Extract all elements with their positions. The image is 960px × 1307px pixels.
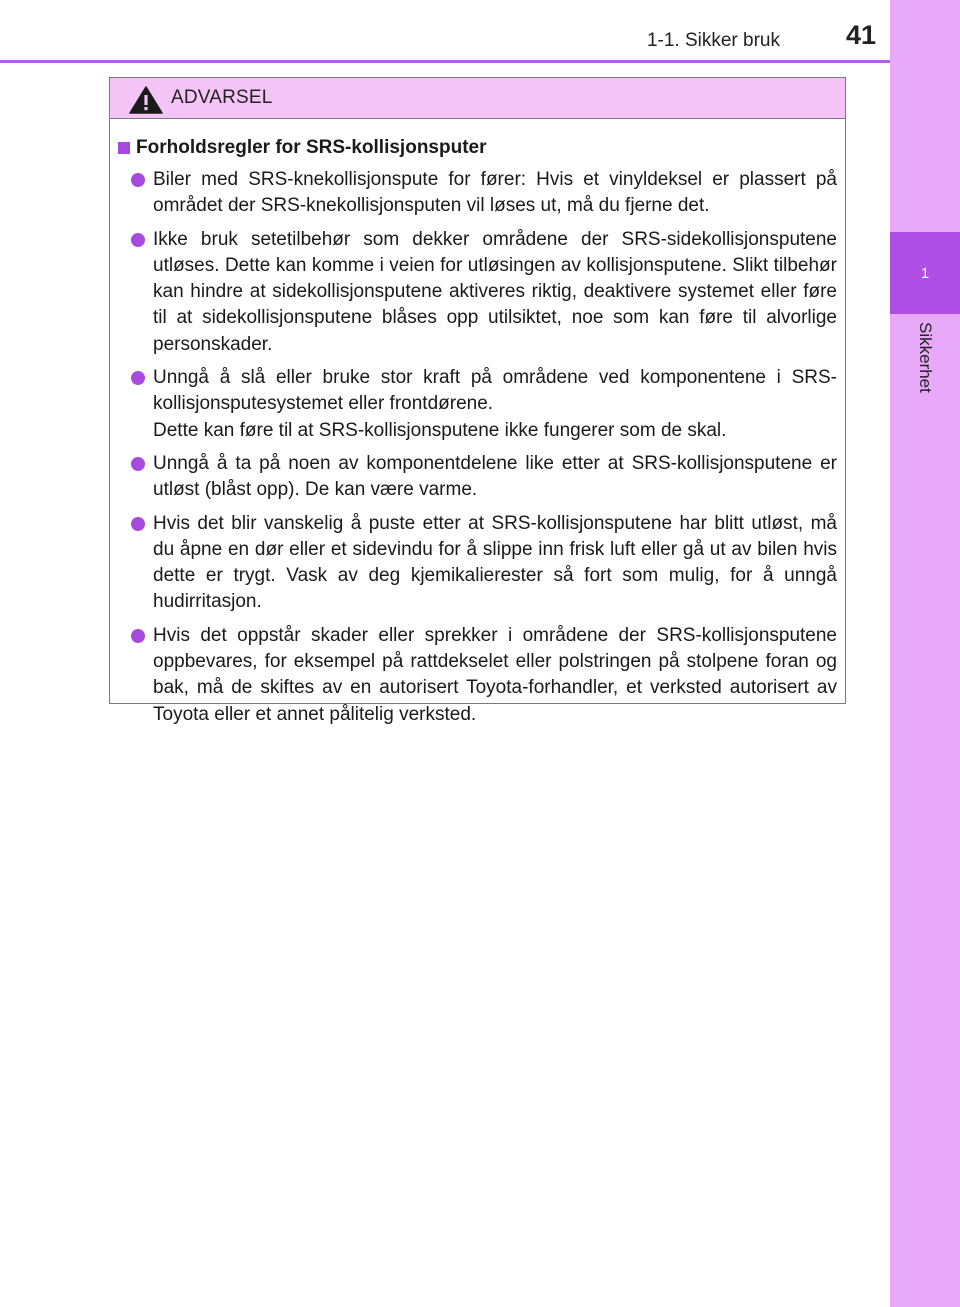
list-item-text-continued: Dette kan føre til at SRS-kollisjonsputene ikke fungerer som de skal.: [153, 419, 727, 441]
warning-box: [109, 77, 846, 725]
chapter-number: 1: [920, 264, 930, 282]
round-bullet-icon: [131, 517, 145, 531]
list-item-text: Biler med SRS-knekollisjonspute for fører: Hvis et vinyldeksel er plassert på området der SRS-knekollisjonsputen vil løses ut, må du fjerne det.: [153, 169, 837, 217]
round-bullet-icon: [131, 233, 145, 247]
page-number: 41: [845, 20, 876, 50]
list-item: [118, 227, 837, 358]
chapter-tab[interactable]: [890, 232, 960, 314]
list-item-text: Unngå å ta på noen av komponentdelene like etter at SRS-kollisjonsputene er utløst (blåst opp). De kan være varme.: [153, 452, 837, 501]
chapter-sidebar: [890, 0, 960, 1307]
list-item: [118, 451, 837, 504]
section-title: 1-1. Sikker bruk: [646, 30, 780, 51]
list-item-text: Ikke bruk setetilbehør som dekker områdene der SRS-sidekollisjonsputene utløses. Dette kan komme i veien for utløsingen av kollisjonsputene. Slikt tilbehør kan hindre at sidekollisjonsputene aktiveres riktig, deaktivere systemet eller føre til at sidekollisjonsputene blåses opp utilsiktet, noe som kan føre til alvorlige personskader.: [153, 228, 837, 355]
header-rule: [0, 60, 890, 63]
round-bullet-icon: [131, 457, 145, 471]
warning-heading: [118, 135, 837, 161]
round-bullet-icon: [131, 629, 145, 643]
warning-title: ADVARSEL: [171, 87, 273, 108]
list-item: [118, 511, 837, 616]
warning-triangle-icon: [129, 86, 163, 114]
list-item: [118, 167, 837, 220]
list-item-text: Hvis det blir vanskelig å puste etter at SRS-kollisjonsputene har blitt utløst, må du åpne en dør eller et sidevindu for å slippe inn frisk luft eller gå ut av bilen hvis dette er trygt. Vask av deg kjemikalierester så fort som mulig, for å unngå hudirritasjon.: [153, 512, 837, 613]
warning-heading-text: Forholdsregler for SRS-kollisjonsputer: [136, 137, 487, 158]
list-item-text: Hvis det oppstår skader eller sprekker i områdene der SRS-kollisjonsputene oppbevares, for eksempel på rattdekselet eller polstringen på stolpene foran og bak, må de skiftes av en autorisert Toyota-forhandler, et verksted autorisert av Toyota eller et annet pålitelig verksted.: [153, 624, 837, 725]
warning-header: [110, 78, 845, 119]
list-item: [118, 623, 837, 728]
round-bullet-icon: [131, 173, 145, 187]
chapter-label: Sikkerhet: [916, 322, 935, 393]
list-item: [118, 365, 837, 444]
round-bullet-icon: [131, 371, 145, 385]
warning-list: [118, 167, 837, 728]
warning-body: [110, 119, 845, 728]
list-item-text: Unngå å slå eller bruke stor kraft på områdene ved komponentene i SRS-kollisjonsputesystemet eller frontdørene.: [153, 367, 837, 415]
square-bullet-icon: [118, 142, 130, 154]
